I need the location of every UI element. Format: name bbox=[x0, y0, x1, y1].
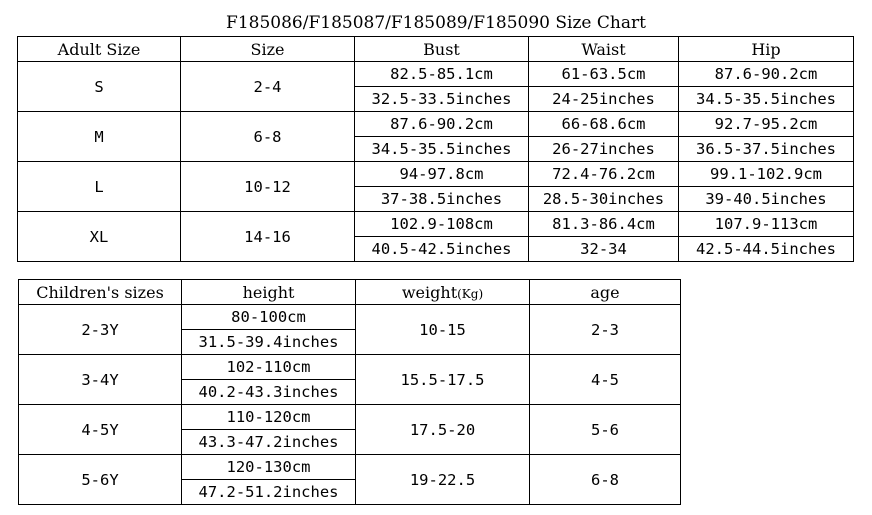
height-in-cell: 43.3-47.2inches bbox=[182, 430, 356, 455]
adult-header-row bbox=[18, 37, 854, 62]
waist-in-cell: 24-25inches bbox=[529, 87, 679, 112]
waist-cm-cell: 72.4-76.2cm bbox=[529, 162, 679, 187]
bust-in-cell: 34.5-35.5inches bbox=[355, 137, 529, 162]
adult-size-cell: XL bbox=[18, 212, 181, 262]
height-cm-cell: 110-120cm bbox=[182, 405, 356, 430]
hip-cm-cell: 107.9-113cm bbox=[679, 212, 854, 237]
children-size-table bbox=[18, 279, 681, 505]
weight-cell: 10-15 bbox=[356, 305, 530, 355]
header-age: age bbox=[530, 280, 681, 305]
age-cell: 4-5 bbox=[530, 355, 681, 405]
hip-cm-cell: 87.6-90.2cm bbox=[679, 62, 854, 87]
table-row bbox=[18, 62, 854, 87]
size-cell: 14-16 bbox=[181, 212, 355, 262]
waist-cm-cell: 81.3-86.4cm bbox=[529, 212, 679, 237]
weight-cell: 17.5-20 bbox=[356, 405, 530, 455]
header-adult-size: Adult Size bbox=[18, 37, 181, 62]
waist-in-cell: 28.5-30inches bbox=[529, 187, 679, 212]
height-cm-cell: 102-110cm bbox=[182, 355, 356, 380]
height-in-cell: 47.2-51.2inches bbox=[182, 480, 356, 505]
header-hip: Hip bbox=[679, 37, 854, 62]
table-row bbox=[18, 212, 854, 237]
bust-cm-cell: 102.9-108cm bbox=[355, 212, 529, 237]
hip-in-cell: 34.5-35.5inches bbox=[679, 87, 854, 112]
header-weight-unit: (Kg) bbox=[457, 286, 484, 301]
size-chart-title: F185086/F185087/F185089/F185090 Size Chart bbox=[226, 13, 646, 33]
hip-in-cell: 42.5-44.5inches bbox=[679, 237, 854, 262]
table-row bbox=[18, 112, 854, 137]
bust-in-cell: 37-38.5inches bbox=[355, 187, 529, 212]
bust-cm-cell: 87.6-90.2cm bbox=[355, 112, 529, 137]
table-row bbox=[19, 455, 681, 480]
table-row bbox=[18, 162, 854, 187]
waist-in-cell: 32-34 bbox=[529, 237, 679, 262]
child-size-cell: 5-6Y bbox=[19, 455, 182, 505]
waist-cm-cell: 61-63.5cm bbox=[529, 62, 679, 87]
height-cm-cell: 120-130cm bbox=[182, 455, 356, 480]
children-header-row bbox=[19, 280, 681, 305]
header-size: Size bbox=[181, 37, 355, 62]
bust-in-cell: 32.5-33.5inches bbox=[355, 87, 529, 112]
table-row bbox=[19, 405, 681, 430]
adult-size-cell: S bbox=[18, 62, 181, 112]
size-cell: 10-12 bbox=[181, 162, 355, 212]
size-cell: 6-8 bbox=[181, 112, 355, 162]
header-height: height bbox=[182, 280, 356, 305]
age-cell: 2-3 bbox=[530, 305, 681, 355]
hip-cm-cell: 92.7-95.2cm bbox=[679, 112, 854, 137]
adult-size-cell: L bbox=[18, 162, 181, 212]
header-children-sizes: Children's sizes bbox=[19, 280, 182, 305]
table-row bbox=[19, 305, 681, 330]
age-cell: 5-6 bbox=[530, 405, 681, 455]
bust-cm-cell: 94-97.8cm bbox=[355, 162, 529, 187]
adult-size-cell: M bbox=[18, 112, 181, 162]
header-weight-label: weight bbox=[401, 282, 458, 302]
table-row bbox=[19, 355, 681, 380]
weight-cell: 19-22.5 bbox=[356, 455, 530, 505]
hip-in-cell: 36.5-37.5inches bbox=[679, 137, 854, 162]
child-size-cell: 4-5Y bbox=[19, 405, 182, 455]
header-waist: Waist bbox=[529, 37, 679, 62]
bust-in-cell: 40.5-42.5inches bbox=[355, 237, 529, 262]
header-weight bbox=[356, 280, 530, 305]
size-cell: 2-4 bbox=[181, 62, 355, 112]
adult-size-table bbox=[17, 36, 854, 262]
waist-cm-cell: 66-68.6cm bbox=[529, 112, 679, 137]
weight-cell: 15.5-17.5 bbox=[356, 355, 530, 405]
bust-cm-cell: 82.5-85.1cm bbox=[355, 62, 529, 87]
age-cell: 6-8 bbox=[530, 455, 681, 505]
waist-in-cell: 26-27inches bbox=[529, 137, 679, 162]
height-in-cell: 31.5-39.4inches bbox=[182, 330, 356, 355]
header-bust: Bust bbox=[355, 37, 529, 62]
hip-cm-cell: 99.1-102.9cm bbox=[679, 162, 854, 187]
child-size-cell: 2-3Y bbox=[19, 305, 182, 355]
child-size-cell: 3-4Y bbox=[19, 355, 182, 405]
height-in-cell: 40.2-43.3inches bbox=[182, 380, 356, 405]
hip-in-cell: 39-40.5inches bbox=[679, 187, 854, 212]
height-cm-cell: 80-100cm bbox=[182, 305, 356, 330]
